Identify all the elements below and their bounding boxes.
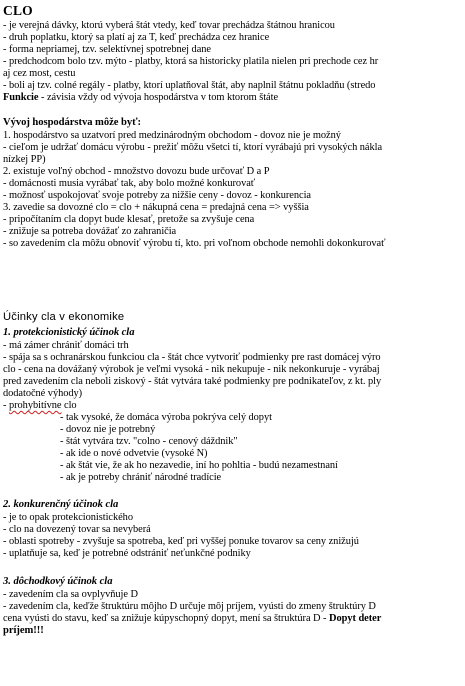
- section-line: - má zámer chrániť domáci trh: [3, 340, 129, 351]
- section-line: - zavedením cla sa ovplyvňuje D: [3, 589, 138, 600]
- vyvoj-line: 3. zavedie sa dovozné clo = clo + nákupná cena = predajná cena => vyššia: [3, 202, 309, 213]
- funkcie-text: - závisia vždy od vývoja hospodárstva v tom ktorom štáte: [38, 92, 279, 103]
- clo-line: - boli aj tzv. colné regály - platby, ktorí uplatňoval štát, aby naplnil štátnu pokladňu (stredo: [3, 80, 376, 91]
- sub-item: - ak ide o nové odvetvie (vysoké N): [60, 448, 208, 459]
- section-line: dodatočné výhody): [3, 388, 83, 399]
- section-line: - clo na dovezený tovar sa nevyberá: [3, 524, 151, 535]
- section-title: 1. protekcionistický účinok cla: [3, 327, 135, 338]
- bold-phrase: Dopyt deter: [329, 613, 382, 624]
- ucinky-heading: Účinky cla v ekonomike: [3, 311, 125, 323]
- vyvoj-line: - domácnosti musia vyrábať tak, aby bolo možné konkurovať: [3, 178, 256, 189]
- section-line: - oblasti spotreby - zvyšuje sa spotreba, keď pri vyššej ponuke tovarov sa ceny znižujú: [3, 536, 359, 547]
- spellcheck-word: prohybitívne: [8, 400, 62, 411]
- sub-item: - ak je potreby chrániť národné tradície: [60, 472, 222, 483]
- clo-line: aj cez most, cestu: [3, 68, 76, 79]
- vyvoj-line: - možnosť uspokojovať svoje potreby za nižšie ceny - dovoz - konkurencia: [3, 190, 311, 201]
- vyvoj-line: 2. existuje voľný obchod - množstvo dovozu bude určovať D a P: [3, 166, 270, 177]
- sub-item: - tak vysoké, že domáca výroba pokrýva celý dopyt: [60, 412, 272, 423]
- funkcie-line: [3, 92, 278, 104]
- prohibitive-suffix: clo: [61, 400, 77, 411]
- vyvoj-line: 1. hospodárstvo sa uzatvorí pred medzinárodným obchodom - dovoz nie je možný: [3, 130, 341, 141]
- vyvoj-line: - cieľom je udržať domácu výrobu - prežiť môžu všetci tí, ktorí vyrábajú pri vysokých nákla: [3, 142, 383, 153]
- funkcie-label: Funkcie: [3, 92, 39, 103]
- section-line-text: cena vyústi do stavu, keď sa znižuje kúpyschopný dopyt, mení sa štruktúra D -: [3, 613, 330, 624]
- section-title: 3. dôchodkový účinok cla: [3, 576, 113, 587]
- vyvoj-line: - so zavedením cla môžu obnoviť výrobu tí, kto. pri voľnom obchode nemohli dokonkurovať: [3, 238, 386, 249]
- prohibitive-prefix: -: [3, 400, 9, 411]
- section-line-with-bold: [3, 613, 381, 625]
- prohibitive-line: [3, 400, 77, 412]
- vyvoj-line: - znižuje sa potreba dovážať zo zahraničia: [3, 226, 177, 237]
- section-line: pred zavedením cla neboli ziskový - štát vytvára také podmienky pre podnikateľov, z kt. ply: [3, 376, 382, 387]
- vyvoj-heading: Vývoj hospodárstva môže byť:: [3, 117, 142, 128]
- sub-item: - štát vytvára tzv. "colno - cenový dáždnik": [60, 436, 238, 447]
- vyvoj-line: nízkej PP): [3, 154, 46, 165]
- section-line: clo - cena na dovážaný výrobok je veľmi vysoká - nik nekupuje - nik nekonkuruje - vyrábaj: [3, 364, 380, 375]
- clo-line: - predchodcom bolo tzv. mýto - platby, ktorá sa historicky platila nielen pri prechode cez hr: [3, 56, 379, 67]
- sub-item: - dovoz nie je potrebný: [60, 424, 156, 435]
- section-title: 2. konkurenčný účinok cla: [3, 499, 119, 510]
- section-line: - je to opak protekcionistického: [3, 512, 133, 523]
- clo-line: - druh poplatku, ktorý sa platí aj za T, keď prechádza cez hranice: [3, 32, 270, 43]
- final-line: príjem!!!: [3, 625, 44, 636]
- section-line: - uplatňuje sa, keď je potrebné odstrániť neťunkčné podniky: [3, 548, 251, 559]
- section-line: - zavedením cla, keďže štruktúru môjho D určuje môj príjem, vyústi do zmeny štruktúry D: [3, 601, 376, 612]
- clo-line: - forma nepriamej, tzv. selektívnej spotrebnej dane: [3, 44, 211, 55]
- clo-line: - je verejná dávky, ktorú vyberá štát vtedy, keď tovar prechádza štátnou hranicou: [3, 20, 335, 31]
- section-line: - spája sa s ochranárskou funkciou cla - štát chce vytvoriť podmienky pre rast domácej výro: [3, 352, 381, 363]
- vyvoj-line: - pripočítaním cla dopyt bude klesať, pretože sa zvyšuje cena: [3, 214, 255, 225]
- sub-item: - ak štát vie, že ak ho nezavedie, iní ho pohltia - budú nezamestnaní: [60, 460, 338, 471]
- clo-title: CLO: [3, 3, 33, 18]
